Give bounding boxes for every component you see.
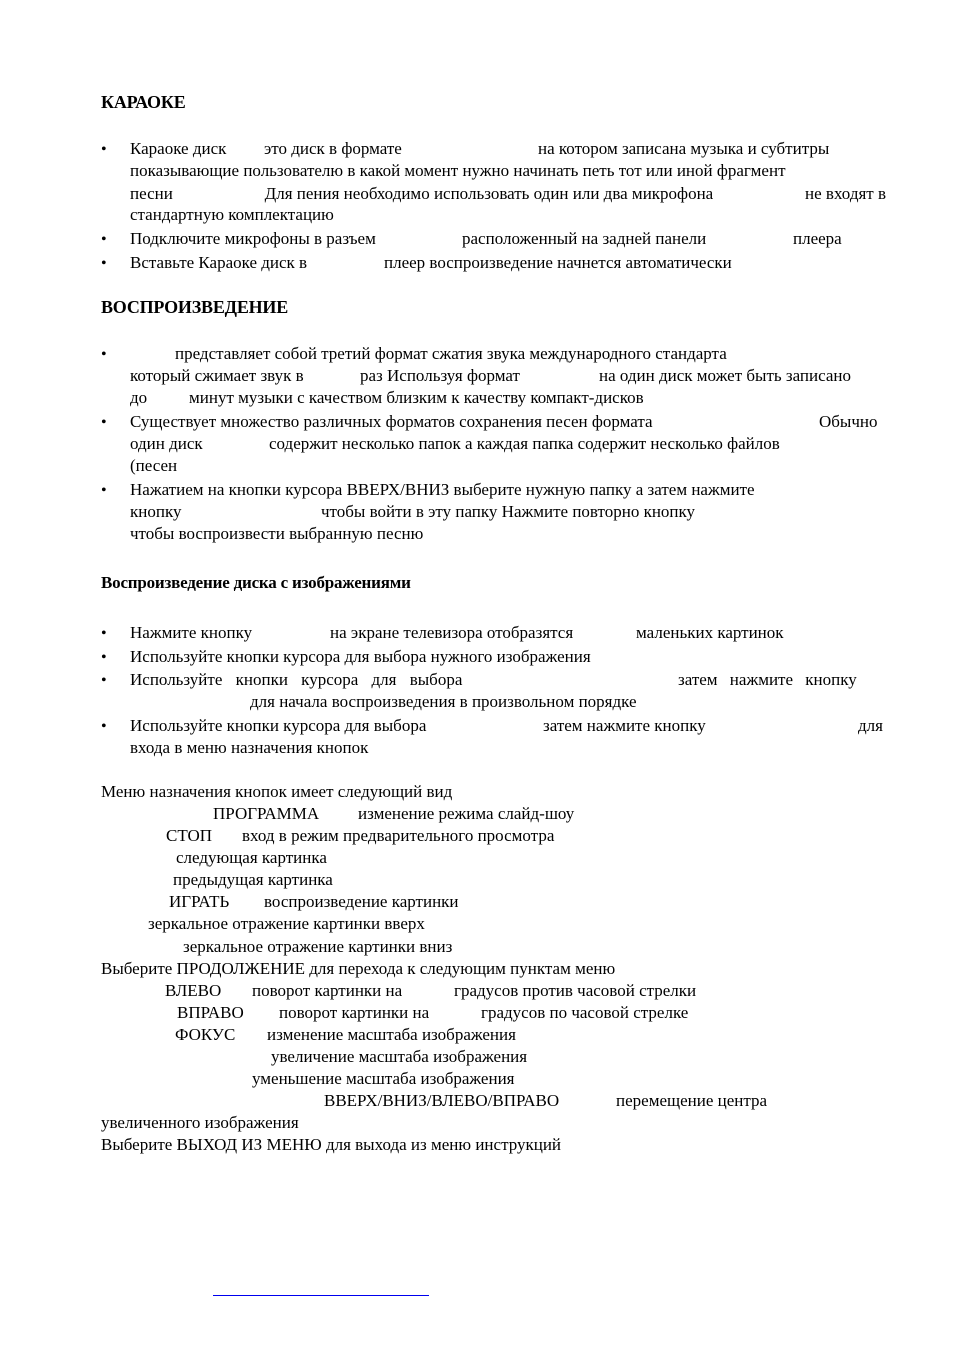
playback-b2-l2-a: один диск [130,434,203,453]
bullet: • [101,346,107,363]
menu-right-desc-a: поворот картинки на [279,1003,430,1022]
menu-prev: предыдущая картинка [173,870,333,889]
bullet: • [101,255,107,272]
images-b3-l1-b: затем нажмите кнопку [678,670,857,689]
playback-b1-l1: представляет собой третий формат сжатия звука международного стандарта [175,344,727,363]
menu-program-label: ПРОГРАММА [213,804,320,823]
menu-stop-desc: вход в режим предварительного просмотра [242,826,555,845]
images-b4-l1-a: Используйте кнопки курсора для выбора [130,716,427,735]
karaoke-b1-l3-a: песни [130,184,173,203]
menu-focus-desc: изменение масштаба изображения [267,1025,516,1044]
menu-play-label: ИГРАТЬ [169,892,230,911]
playback-b2-l3: (песен [130,456,178,475]
karaoke-b1-l3 [130,183,886,205]
menu-stop-label: СТОП [166,826,213,845]
bullet: • [101,625,107,642]
images-b4-l1-c: для [858,716,883,735]
playback-b3-l2-b: чтобы войти в эту папку Нажмите повторно кнопку [321,502,696,521]
menu-continue: Выберите ПРОДОЛЖЕНИЕ для перехода к следующим пунктам меню [101,959,616,978]
playback-b1-l2-a: который сжимает звук в [130,366,304,385]
karaoke-b1-l1-c: на котором записана музыка и субтитры [538,139,830,158]
karaoke-b2-a: Подключите микрофоны в разъем [130,229,376,248]
heading-karaoke: КАРАОКЕ [101,92,186,112]
playback-b3-l2-a: кнопку [130,502,182,521]
karaoke-b1-l2: показывающие пользователю в какой момент нужно начинать петь тот или иной фрагмент [130,161,786,180]
images-b3-l2: для начала воспроизведения в произвольном порядке [250,692,637,711]
footer-link-underline[interactable] [213,1295,429,1296]
menu-intro: Меню назначения кнопок имеет следующий вид [101,782,453,801]
menu-mirror-up: зеркальное отражение картинки вверх [148,914,425,933]
karaoke-b1-l3-c: не входят в [805,184,886,203]
heading-playback: ВОСПРОИЗВЕДЕНИЕ [101,297,289,317]
bullet: • [101,414,107,431]
images-b1-a: Нажмите кнопку [130,623,253,642]
images-b1-b: на экране телевизора отобразятся [330,623,574,642]
bullet: • [101,231,107,248]
menu-right-label: ВПРАВО [177,1003,244,1022]
menu-focus-label: ФОКУС [175,1025,236,1044]
menu-left-desc-b: градусов против часовой стрелки [454,981,697,1000]
images-b4-l2: входа в меню назначения кнопок [130,738,369,757]
bullet: • [101,672,107,689]
heading-images: Воспроизведение диска с изображениями [101,573,411,592]
menu-left-label: ВЛЕВО [165,981,222,1000]
karaoke-b1-l1-a: Караоке диск [130,139,227,158]
playback-b2-l1-b: Обычно [819,412,878,431]
menu-zoom-in: увеличение масштаба изображения [271,1047,528,1066]
karaoke-b3-b: плеер воспроизведение начнется автоматически [384,253,732,272]
images-b1-c: маленьких картинок [636,623,784,642]
bullet: • [101,482,107,499]
karaoke-b2-c: плеера [793,229,842,248]
images-b4-l1-b: затем нажмите кнопку [543,716,706,735]
images-b2: Используйте кнопки курсора для выбора нужного изображения [130,647,591,666]
karaoke-b1-l4: стандартную комплектацию [130,205,334,224]
menu-zoom-out: уменьшение масштаба изображения [252,1069,515,1088]
playback-b2-l2-b: содержит несколько папок а каждая папка содержит несколько файлов [269,434,780,453]
menu-program-desc: изменение режима слайд-шоу [358,804,575,823]
karaoke-b2-b: расположенный на задней панели [462,229,707,248]
bullet: • [101,649,107,666]
bullet: • [101,141,107,158]
karaoke-b1-l1-b: это диск в формате [264,139,402,158]
playback-b3-l3: чтобы воспроизвести выбранную песню [130,524,424,543]
menu-play-desc: воспроизведение картинки [264,892,459,911]
menu-left-desc-a: поворот картинки на [252,981,403,1000]
karaoke-b1-l3-b: Для пения необходимо использовать один или два микрофона [264,184,714,203]
playback-b1-l2-b: раз Используя формат [360,366,520,385]
menu-right-desc-b: градусов по часовой стрелке [481,1003,689,1022]
menu-move-desc: перемещение центра [616,1091,768,1110]
menu-exit: Выберите ВЫХОД ИЗ МЕНЮ для выхода из меню инструкций [101,1135,562,1154]
playback-b3-l1: Нажатием на кнопки курсора ВВЕРХ/ВНИЗ выберите нужную папку а затем нажмите [130,480,755,499]
playback-b1-l3-b: минут музыки с качеством близким к качеству компакт-дисков [189,388,644,407]
karaoke-b3-a: Вставьте Караоке диск в [130,253,308,272]
menu-next: следующая картинка [176,848,327,867]
menu-move-label: ВВЕРХ/ВНИЗ/ВЛЕВО/ВПРАВО [324,1091,560,1110]
menu-mirror-down: зеркальное отражение картинки вниз [183,937,453,956]
playback-b1-l3-a: до [130,388,148,407]
bullet: • [101,718,107,735]
menu-move-desc-cont: увеличенного изображения [101,1113,299,1132]
playback-b2-l1-a: Существует множество различных форматов сохранения песен формата [130,412,653,431]
playback-b1-l2-c: на один диск может быть записано [599,366,852,385]
images-b3-l1-a: Используйте кнопки курсора для выбора [130,670,463,689]
